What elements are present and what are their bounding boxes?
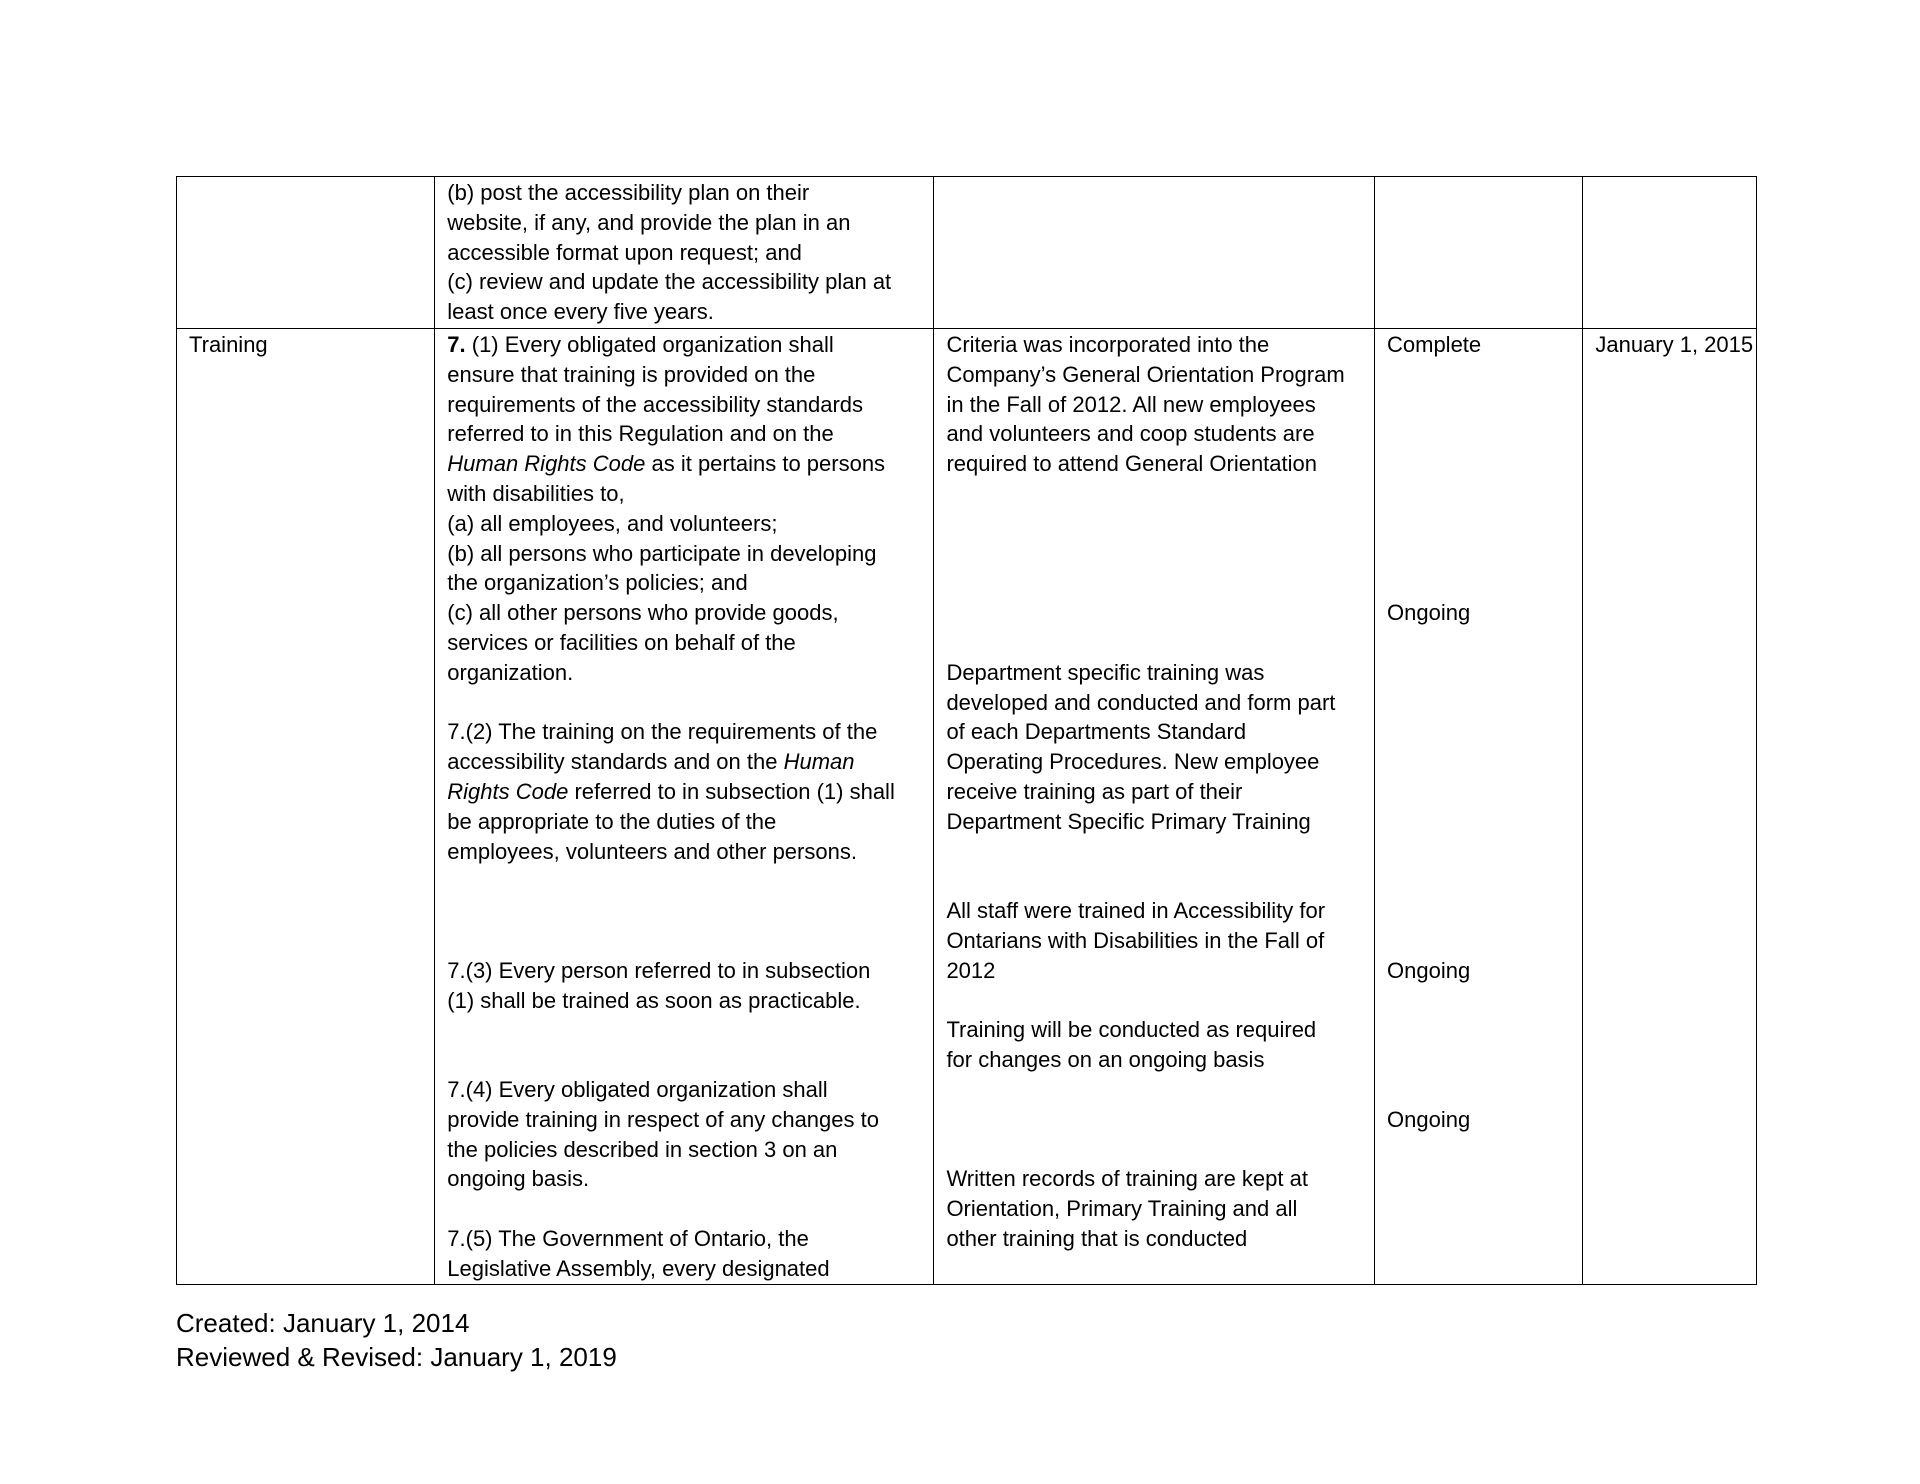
document-footer bbox=[176, 1306, 617, 1374]
target-date: January 1, 2015 bbox=[1595, 331, 1754, 357]
topic-cell bbox=[177, 328, 435, 1285]
requirement-cell: (b) post the accessibility plan on their website, if any, and provide the plan in an accessible format upon request; and (c) review and update the accessibility plan at least once every five years. bbox=[435, 177, 934, 329]
topic-label: Training bbox=[189, 331, 268, 357]
action-cell bbox=[934, 177, 1375, 329]
accessibility-plan-table bbox=[176, 176, 1757, 1285]
action-cell: Criteria was incorporated into the Company’s General Orientation Program in the Fall of 2012. All new employees and volunteers and coop students are required to attend General Orientation Department specific training was developed and conducted and form part of each Departments Standard Operating Procedures. New employee receive training as part of their Department Specific Primary Training All staff were trained in Accessibility for Ontarians with Disabilities in the Fall of 2012 Training will be conducted as required for changes on an ongoing basis Written records of training are kept at Orientation, Primary Training and all other training that is conducted bbox=[934, 328, 1375, 1285]
date-cell bbox=[1583, 328, 1757, 1285]
date-cell bbox=[1583, 177, 1757, 329]
status-cell bbox=[1375, 177, 1583, 329]
revised-date: Reviewed & Revised: January 1, 2019 bbox=[176, 1342, 617, 1372]
topic-cell bbox=[177, 177, 435, 329]
status-complete: Complete bbox=[1387, 331, 1482, 357]
requirement-cell: 7. (1) Every obligated organization shall ensure that training is provided on the requirements of the accessibility standards referred to in this Regulation and on the Human Rights Code as it pertains to persons with disabilities to, (a) all employees, and volunteers; (b) all persons who participate in developing the organization’s policies; and (c) all other persons who provide goods, services or facilities on behalf of the organization. 7.(2) The training on the requirements of the accessibility standards and on the Human Rights Code referred to in subsection (1) shall be appropriate to the duties of the employees, volunteers and other persons. 7.(3) Every person referred to in subsection (1) shall be trained as soon as practicable. 7.(4) Every obligated organization shall provide training in respect of any changes to the policies described in section 3 on an ongoing basis. 7.(5) The Government of Ontario, the Legislative Assembly, every designated bbox=[435, 328, 934, 1285]
status-cell bbox=[1375, 328, 1583, 1285]
table-row bbox=[177, 328, 1757, 1285]
status-ongoing: Ongoing bbox=[1387, 957, 1471, 983]
status-ongoing: Ongoing bbox=[1387, 1106, 1471, 1132]
table-row bbox=[177, 177, 1757, 329]
created-date: Created: January 1, 2014 bbox=[176, 1308, 470, 1338]
status-ongoing: Ongoing bbox=[1387, 600, 1471, 626]
